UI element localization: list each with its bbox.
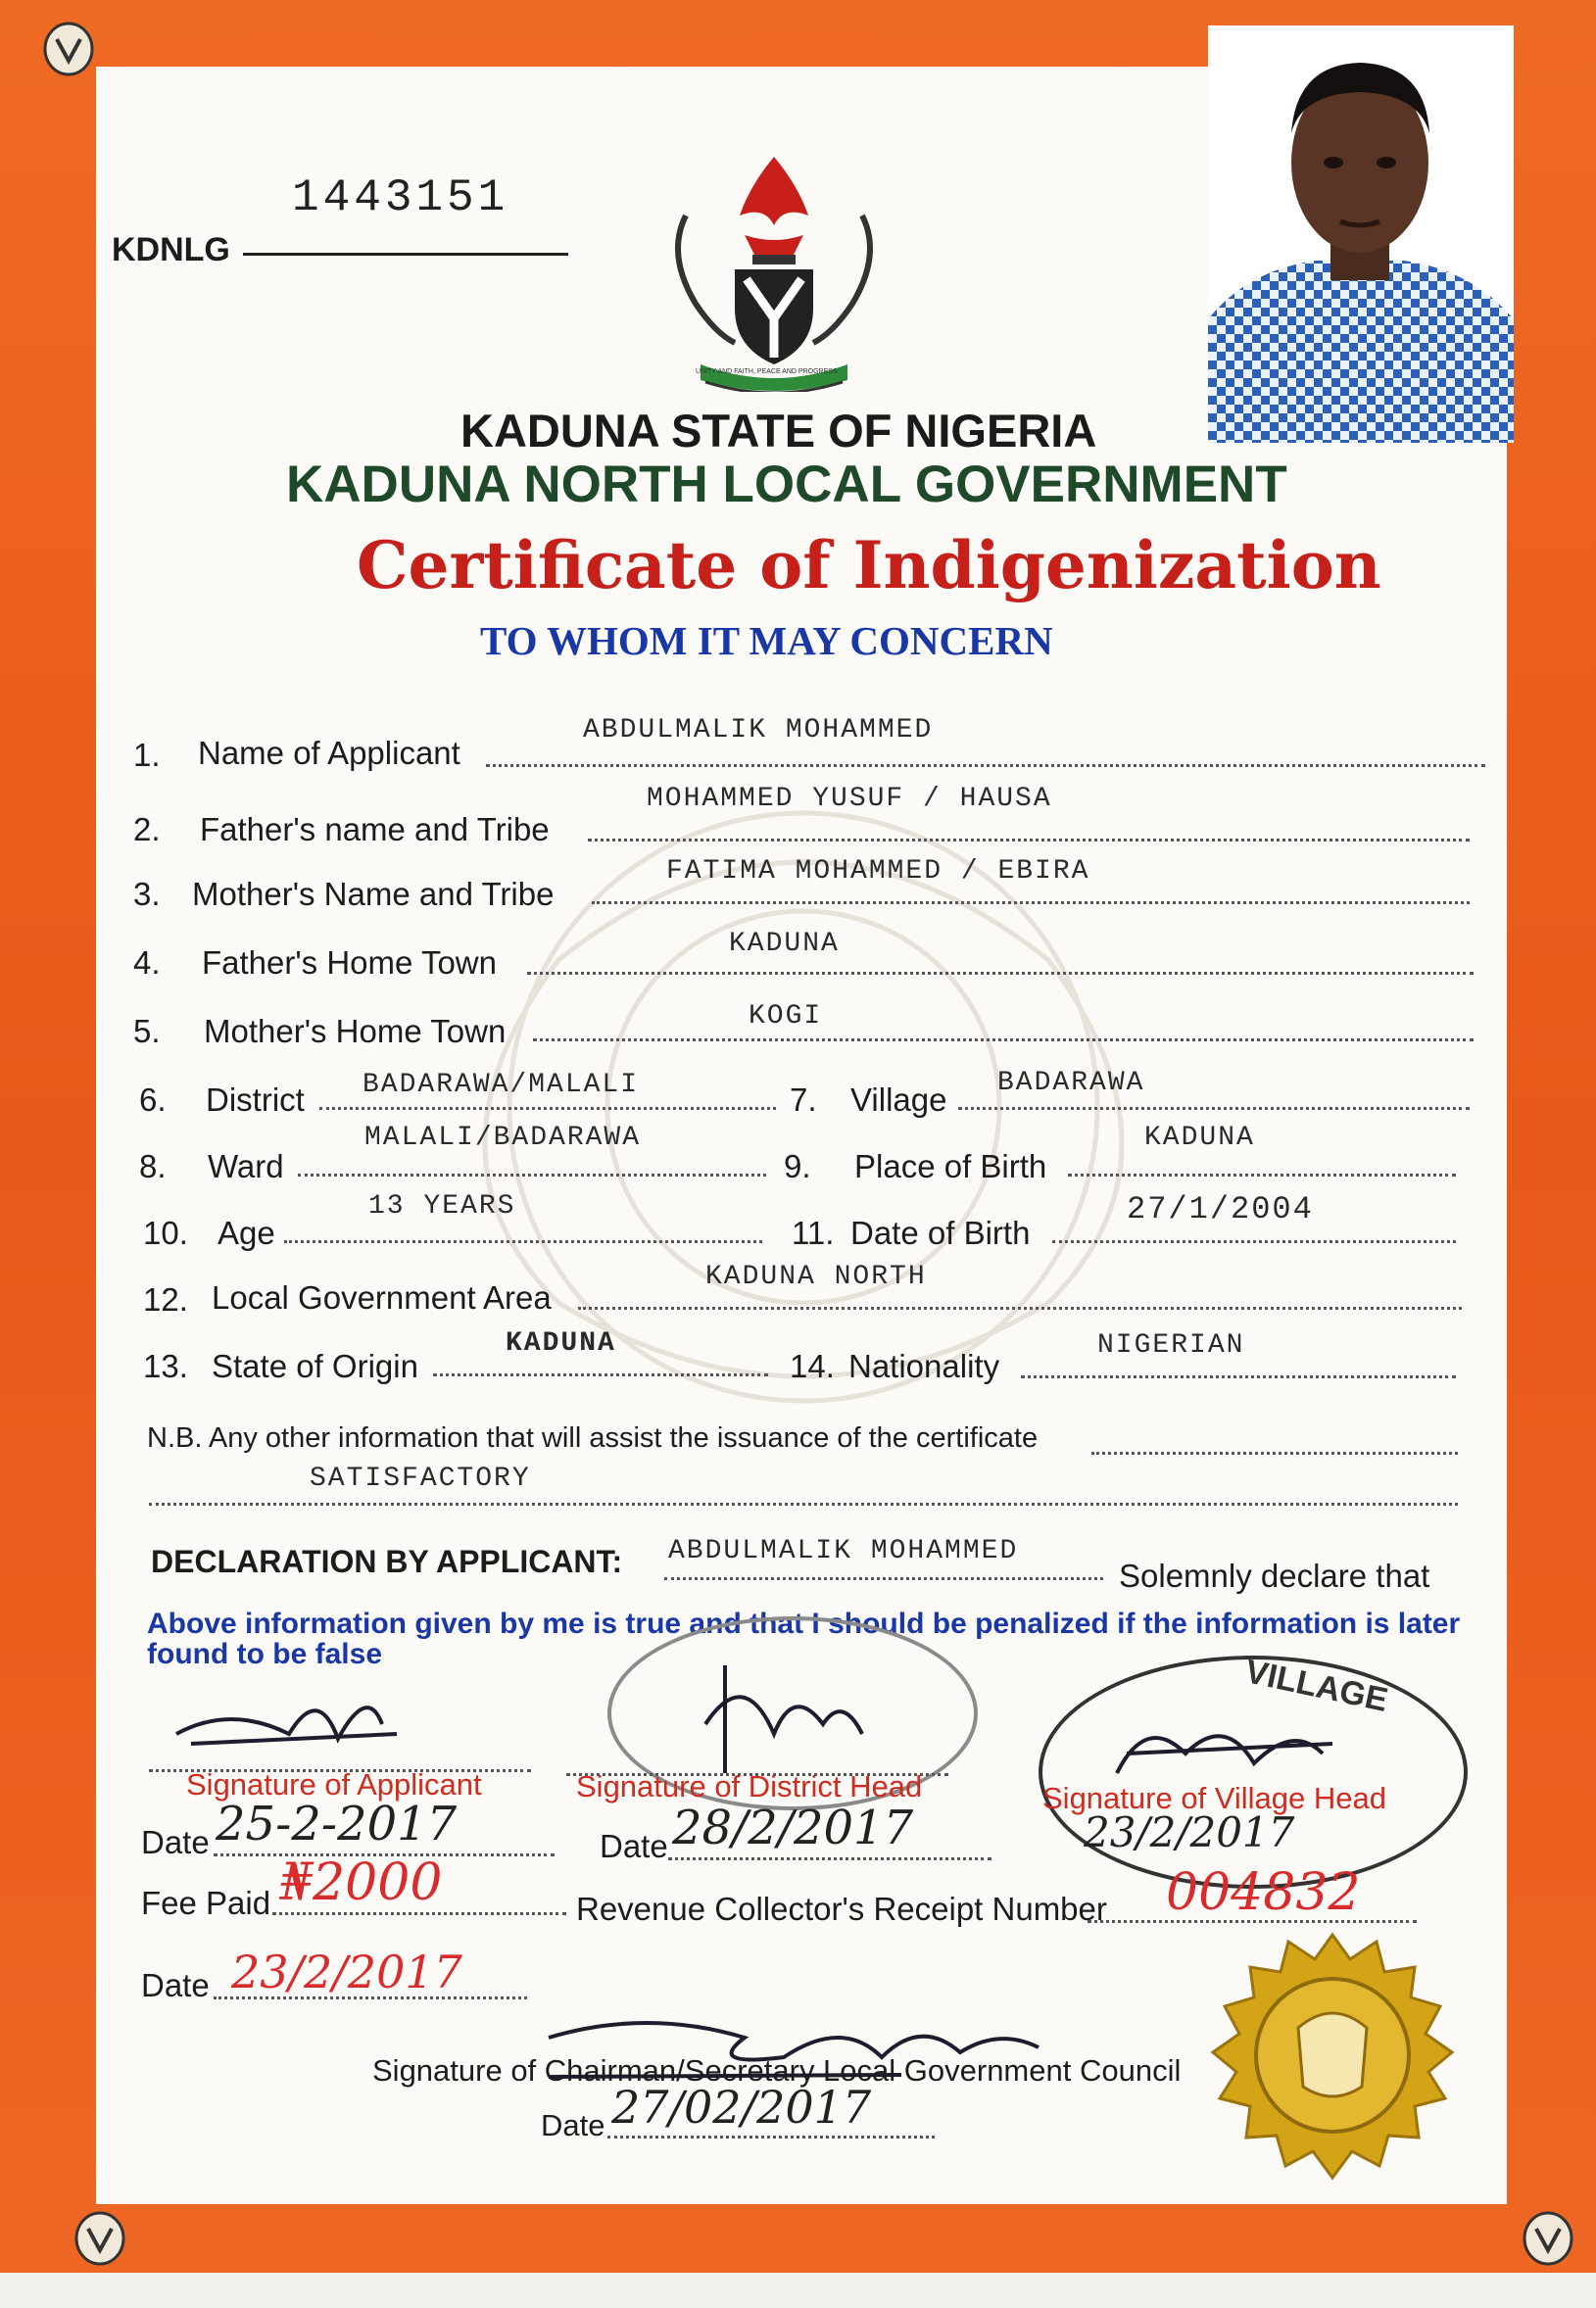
chairman-date-line <box>607 2136 935 2139</box>
field-10-label: Age <box>218 1215 275 1251</box>
field-8-label: Ward <box>208 1148 284 1184</box>
field-11-dotted-line <box>1052 1240 1456 1243</box>
field-7-number: 7. <box>790 1082 817 1118</box>
corner-coat-of-arms-icon <box>1509 2204 1587 2273</box>
field-9-dotted-line <box>1068 1174 1456 1177</box>
field-4-number: 4. <box>133 944 161 981</box>
receipt-label: Revenue Collector's Receipt Number <box>576 1891 1107 1927</box>
field-14-value: NIGERIAN <box>1097 1330 1245 1361</box>
declaration-name: ABDULMALIK MOHAMMED <box>668 1536 1019 1566</box>
field-6-dotted-line <box>319 1107 776 1110</box>
applicant-signature-label: Signature of Applicant <box>186 1767 482 1802</box>
field-13-dotted-line <box>433 1373 768 1376</box>
declaration-dotted-line <box>664 1577 1103 1580</box>
chairman-date: 27/02/2017 <box>611 2081 872 2134</box>
field-4-value: KADUNA <box>729 929 840 959</box>
field-2-label: Father's name and Tribe <box>200 811 550 847</box>
field-2-number: 2. <box>133 811 161 847</box>
field-8-value: MALALI/BADARAWA <box>364 1123 642 1153</box>
nb-label: N.B. Any other information that will assist the issuance of the certificate <box>147 1422 1039 1454</box>
village-head-signature-icon <box>1107 1695 1342 1793</box>
fee-date-label: Date <box>141 1967 210 2003</box>
field-5-number: 5. <box>133 1013 161 1049</box>
field-8-dotted-line <box>298 1174 766 1177</box>
field-14-dotted-line <box>1021 1375 1456 1378</box>
village-date: 23/2/2017 <box>1084 1808 1295 1856</box>
field-3-label: Mother's Name and Tribe <box>192 876 555 912</box>
field-6-value: BADARAWA/MALALI <box>363 1070 640 1100</box>
field-3-dotted-line <box>592 901 1470 904</box>
field-12-dotted-line <box>578 1307 1462 1310</box>
declaration-label: DECLARATION BY APPLICANT: <box>151 1544 623 1579</box>
field-7-label: Village <box>850 1082 947 1118</box>
field-5-value: KOGI <box>749 1001 823 1032</box>
subtitle: TO WHOM IT MAY CONCERN <box>480 618 1053 663</box>
field-9-number: 9. <box>784 1148 811 1184</box>
fee-dotted-line <box>272 1912 566 1915</box>
field-13-value: KADUNA <box>506 1328 616 1359</box>
declaration-statement: Above information given by me is true and that I should be penalized if the information is later found to be false <box>147 1608 1461 1670</box>
field-14-label: Nationality <box>848 1348 1000 1384</box>
district-date: 28/2/2017 <box>672 1801 914 1855</box>
applicant-date: 25-2-2017 <box>216 1797 458 1851</box>
fee-date: 23/2/2017 <box>231 1946 462 1998</box>
field-2-dotted-line <box>588 839 1470 841</box>
field-7-dotted-line <box>958 1107 1470 1110</box>
field-1-number: 1. <box>133 737 161 773</box>
field-11-number: 11. <box>792 1215 835 1251</box>
nb-value: SATISFACTORY <box>310 1464 531 1494</box>
nigeria-coat-of-arms-icon <box>627 147 921 392</box>
district-date-label: Date <box>600 1828 668 1864</box>
field-10-dotted-line <box>284 1240 762 1243</box>
district-head-signature-icon <box>686 1646 882 1783</box>
field-1-value: ABDULMALIK MOHAMMED <box>583 715 934 745</box>
chairman-signature-label: Signature of Chairman/Secretary Local Government Council <box>372 2053 1182 2088</box>
applicant-signature-icon <box>171 1665 407 1763</box>
field-2-value: MOHAMMED YUSUF / HAUSA <box>647 784 1052 814</box>
field-8-number: 8. <box>139 1148 167 1184</box>
gold-seal-icon <box>1205 1930 1460 2185</box>
corner-coat-of-arms-icon <box>61 2204 139 2273</box>
field-6-number: 6. <box>139 1082 167 1118</box>
passport-photo <box>1208 25 1514 443</box>
village-signature-label: Signature of Village Head <box>1042 1781 1387 1815</box>
serial-prefix: KDNLG <box>112 231 230 268</box>
field-6-label: District <box>206 1082 305 1118</box>
field-10-number: 10. <box>143 1215 188 1251</box>
serial-number: 1443151 <box>292 172 509 223</box>
field-12-value: KADUNA NORTH <box>705 1262 927 1292</box>
receipt-value: 004832 <box>1166 1863 1361 1922</box>
field-10-value: 13 YEARS <box>368 1191 516 1222</box>
declaration-suffix: Solemnly declare that <box>1119 1558 1430 1594</box>
serial-underline <box>243 253 568 256</box>
field-1-label: Name of Applicant <box>198 735 460 771</box>
field-13-label: State of Origin <box>212 1348 418 1384</box>
nb-dotted-line <box>1091 1452 1458 1455</box>
field-11-value: 27/1/2004 <box>1127 1191 1314 1227</box>
field-9-label: Place of Birth <box>854 1148 1047 1184</box>
field-4-label: Father's Home Town <box>202 944 497 981</box>
field-12-label: Local Government Area <box>212 1279 552 1316</box>
field-3-number: 3. <box>133 876 161 912</box>
field-3-value: FATIMA MOHAMMED / EBIRA <box>666 856 1090 887</box>
field-9-value: KADUNA <box>1144 1123 1255 1153</box>
title-state: KADUNA STATE OF NIGERIA <box>460 405 1097 457</box>
coat-of-arms-motto: UNITY AND FAITH, PEACE AND PROGRESS <box>696 368 838 375</box>
title-certificate: Certificate of Indigenization <box>357 527 1381 603</box>
village-stamp-text: VILLAGE <box>1241 1653 1391 1719</box>
field-14-number: 14. <box>790 1348 835 1384</box>
nb-dotted-line-2 <box>149 1503 1458 1506</box>
field-5-label: Mother's Home Town <box>204 1013 507 1049</box>
field-7-value: BADARAWA <box>997 1068 1145 1098</box>
district-date-line <box>668 1857 991 1860</box>
field-12-number: 12. <box>143 1281 188 1318</box>
applicant-date-label: Date <box>141 1824 210 1860</box>
district-signature-label: Signature of District Head <box>576 1769 923 1803</box>
field-1-dotted-line <box>486 764 1485 767</box>
chairman-date-label: Date <box>541 2108 605 2142</box>
title-local-government: KADUNA NORTH LOCAL GOVERNMENT <box>286 456 1287 513</box>
field-5-dotted-line <box>533 1038 1474 1041</box>
field-11-label: Date of Birth <box>850 1215 1031 1251</box>
fee-label: Fee Paid <box>141 1885 271 1921</box>
fee-value: ₦2000 <box>280 1853 443 1912</box>
field-13-number: 13. <box>143 1348 188 1384</box>
field-4-dotted-line <box>527 972 1474 975</box>
applicant-photo-icon <box>1208 25 1514 443</box>
